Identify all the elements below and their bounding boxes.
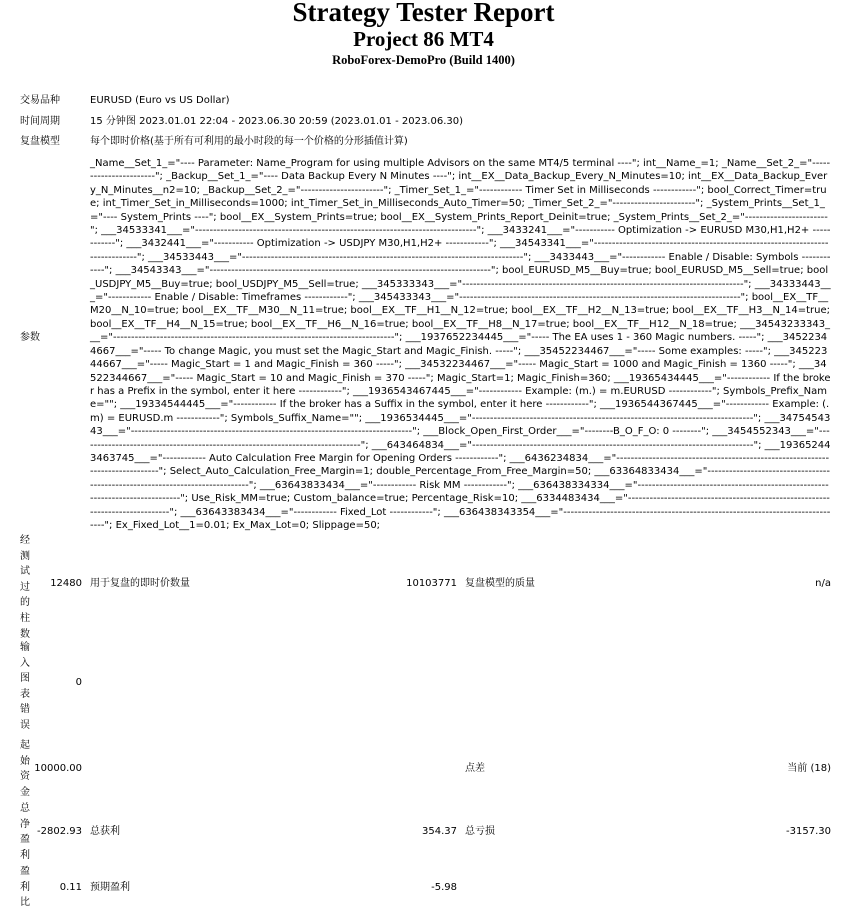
model-label: 复盘模型 — [20, 136, 60, 147]
quality-label: 复盘模型的质量 — [465, 578, 535, 589]
spread-value: 当前 (18) — [787, 763, 831, 774]
params-value: _Name__Set_1_="---- Parameter: Name_Program for using multiple Advisors on the same MT4/5 terminal ----"; int__Name_=1; _Name__Set_2_="-----------------------"; _Backup__Set_1_="---- Data Backup Every N Minutes ----"; int__EX__Data_Backup_Every_N_Minutes=10; int__EX__Data_Backup_Every_N_Minutes__n2=10; _Backup__Set_2_="-----------------------"; _Timer_Set_1_="------------ Timer Set in Milliseconds ------------"; bool_Correct_Timer=true; int_Timer_Set_in_Milliseconds=1000; int_Timer_Set_in_Milliseconds_Auto_Timer=50; _Timer_Set_2_="-----------------------"; _System_Prints__Set_1_="---- System_Prints ----"; bool__EX__System_Prints=true; bool__EX__System_Prints_Report_Deinit=true; _System_Prints__Set_2_="-----------------------"; ___34533341___="------------------------------------------------------------------------------"; ___3433241___="----------- Optimization -> EURUSD M30,H1,H2+ ------------"; ___3432441___="----------- Optimization -> USDJPY M30,H1,H2+ ------------"; ___34543341___="------------------------------------------------------------------------------"; ___34533443___="------------------------------------------------------------------------------"; ___3433443___="------------ Enable / Disable: Symbols ------------"; ___34543343___="------------------------------------------------------------------------------"; bool_EURUSD_M5__Buy=true; bool_EURUSD_M5__Sell=true; bool_USDJPY_M5__Buy=true; bool_USDJPY_M5__Sell=true; ___345333343___="------------------------------------------------------------------------------"; ___34333443___="------------ Enable / Disable: Timeframes ------------"; ___345433343___="------------------------------------------------------------------------------"; bool__EX__TF__M20__N_10=true; bool__EX__TF__M30__N_11=true; bool__EX__TF__H1__N_12=true; bool__EX__TF__H2__N_13=true; bool__EX__TF__H3__N_14=true; bool__EX__TF__H4__N_15=true; bool__EX__TF__H6__N_16=true; bool__EX__TF__H8__N_17=true; bool__EX__TF__H12__N_18=true; ___34543233343___="------------------------------------------------------------------------------"; ___1937652234445___="----- The EA uses 1 - 360 Magic numbers. -----"; ___34522344667___="----- To change Magic, you must set the Magic_Start and Magic_Finish. -----"; ___35452234467___="----- Some examples: -----"; ___34522344667___="----- Magic_Start = 1 and Magic_Finish = 360 -----"; ___34532234467___="----- Magic_Start = 1000 and Magic_Finish = 1360 -----"; ___34522344667___="----- Magic_Start = 10 and Magic_Finish = 370 -----"; Magic_Start=1; Magic_Finish=360; ___19365434445___="------------ If the broker has a Prefix in the symbol, enter it here ------------"; ___1936543467445___="------------ Example: (m.) = m.EURUSD ------------"; Symbols_Prefix_Name=""; ___19334544445___="------------ If the broker has a Suffix in the symbol, enter it here ------------"; ___1936544367445___="------------ Example: (.m) = EURUSD.m ------------"; Symbols_Suffix_Name=""; ___1936534445___="------------------------------------------------------------------------------"; ___3475454343___="------------------------------------------------------------------------------"; ___Block_Open_First_Order___="--------B_O_F_O: 0 --------"; ___3454552343___="------------------------------------------------------------------------------"; ___643464834___="------------------------------------------------------------------------------"; ___193652443463745___="------------ Auto Calculation Free Margin for Opening Orders ------------"; ___6436234834___="------------------------------------------------------------------------------"; Select_Auto_Calculation_Free_Margin=1; double_Percentage_From_Free_Margin=50; ___63364833434___="------------------------------------------------------------------------------"; ___63643833434___="------------ Risk MM ------------"; ___636438334334___="------------------------------------------------------------------------------"; Use_Risk_MM=true; Custom_balance=true; Percentage_Risk=10; ___6334483434___="------------------------------------------------------------------------------"; ___63643383434___="------------ Fixed_Lot ------------"; ___636438343354___="------------------------------------------------------------------------------"; Ex_Fixed_Lot__1=0.01; Ex_Max_Lot=0; Slippage=50; — [90, 158, 831, 531]
report-title: Strategy Tester Report — [292, 0, 555, 27]
expected-value: -5.98 — [431, 882, 457, 893]
deposit-value: 10000.00 — [34, 763, 82, 774]
spread-label: 点差 — [465, 763, 485, 774]
period-label: 时间周期 — [20, 116, 60, 127]
errors-label: 输入图表错误 — [20, 642, 30, 731]
pf-label: 盈利比 — [20, 866, 30, 909]
grossloss-value: -3157.30 — [786, 826, 831, 837]
symbol-label: 交易品种 — [20, 95, 60, 106]
project-name: Project 86 MT4 — [353, 27, 494, 51]
period-value: 15 分钟图 2023.01.01 22:04 - 2023.06.30 20:59 (2023.01.01 - 2023.06.30) — [90, 116, 464, 127]
ticks-value: 10103771 — [406, 578, 457, 589]
quality-value: n/a — [815, 578, 831, 589]
ticks-label: 用于复盘的即时价数量 — [90, 578, 190, 589]
expected-label: 预期盈利 — [90, 882, 130, 893]
params-label: 参数 — [20, 332, 40, 343]
model-value: 每个即时价格(基于所有可利用的最小时段的每一个价格的分形插值计算) — [90, 136, 408, 147]
grossprofit-value: 354.37 — [422, 826, 457, 837]
bars-value: 12480 — [50, 578, 82, 589]
grossloss-label: 总亏损 — [465, 826, 495, 837]
errors-value: 0 — [75, 677, 82, 688]
deposit-label: 起始资金 — [20, 740, 30, 798]
broker-build: RoboForex-DemoPro (Build 1400) — [332, 53, 515, 67]
netprofit-value: -2802.93 — [37, 826, 82, 837]
symbol-value: EURUSD (Euro vs US Dollar) — [90, 95, 230, 106]
netprofit-label: 总净盈利 — [20, 803, 30, 861]
grossprofit-label: 总获利 — [90, 826, 120, 837]
bars-label: 经测试过的柱数 — [20, 535, 30, 640]
pf-value: 0.11 — [59, 882, 82, 893]
